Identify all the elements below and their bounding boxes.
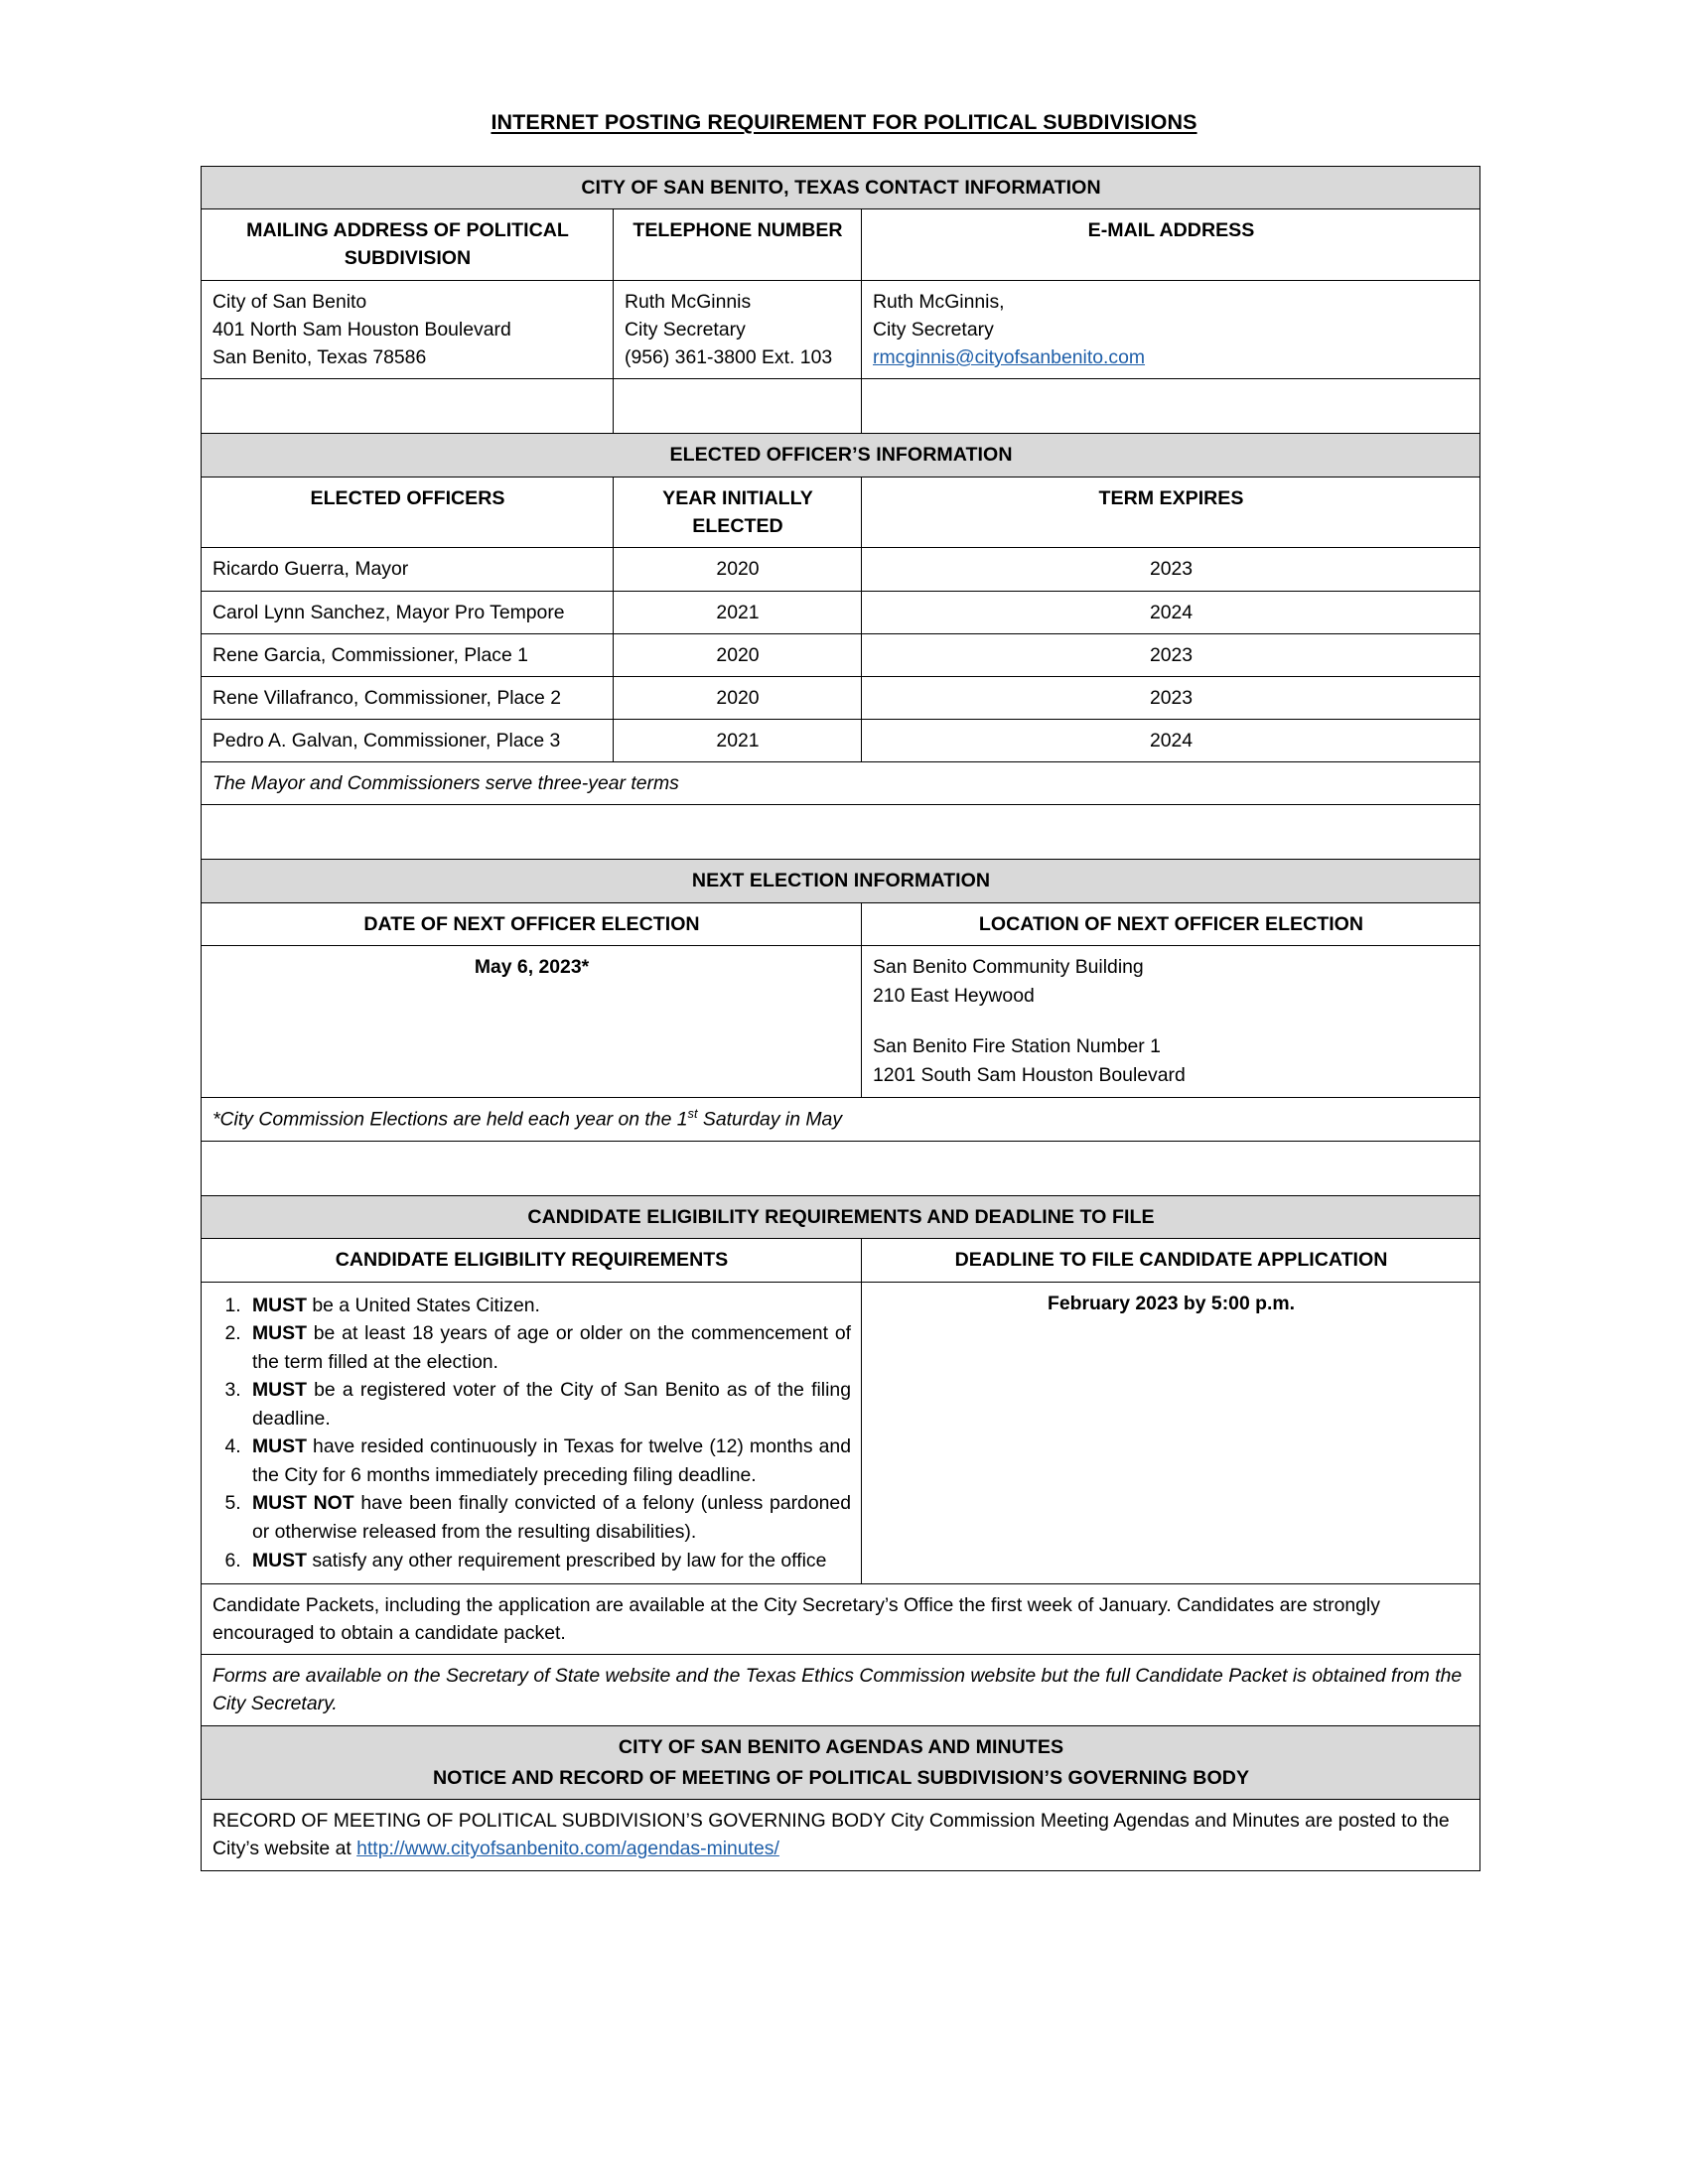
agendas-section-banner xyxy=(202,1725,1480,1800)
election-header-row xyxy=(202,902,1480,945)
election-location-line-3: San Benito Fire Station Number 1 xyxy=(873,1035,1161,1058)
contact-section-banner: CITY OF SAN BENITO, TEXAS CONTACT INFORMATION xyxy=(202,166,1480,208)
officer-name: Carol Lynn Sanchez, Mayor Pro Tempore xyxy=(202,591,614,633)
candidate-header-row xyxy=(202,1239,1480,1282)
posting-requirement-table xyxy=(201,166,1480,1871)
officers-note-row xyxy=(202,762,1480,805)
requirement-keyword: MUST xyxy=(252,1294,307,1316)
officer-term-expires: 2024 xyxy=(862,591,1480,633)
officers-spacer-cell xyxy=(202,805,1480,860)
requirement-text: have resided continuously in Texas for twelve (12) months and the City for 6 months immediately preceding filing deadline. xyxy=(252,1435,851,1486)
agendas-record-cell xyxy=(202,1800,1480,1870)
requirement-text: be at least 18 years of age or older on the commencement of the term filled at the election. xyxy=(252,1322,851,1373)
officers-banner-row xyxy=(202,434,1480,477)
election-footnote xyxy=(202,1098,1480,1142)
table-row xyxy=(202,633,1480,676)
contact-spacer-cell-2 xyxy=(614,379,862,434)
election-spacer-row xyxy=(202,1142,1480,1196)
candidate-forms-note-row xyxy=(202,1655,1480,1725)
agendas-banner-line-2: NOTICE AND RECORD OF MEETING OF POLITICAL SUBDIVISION’S GOVERNING BODY xyxy=(432,1766,1250,1789)
contact-header-mailing: MAILING ADDRESS OF POLITICAL SUBDIVISION xyxy=(202,209,614,281)
email-cell xyxy=(862,280,1480,378)
officer-year-elected: 2020 xyxy=(614,676,862,719)
requirement-text: be a registered voter of the City of San Benito as of the filing deadline. xyxy=(252,1379,851,1430)
list-item xyxy=(246,1433,851,1489)
email-address-line xyxy=(873,343,1470,371)
election-location-line-4: 1201 South Sam Houston Boulevard xyxy=(873,1064,1186,1087)
contact-header-row xyxy=(202,209,1480,281)
officers-section-banner: ELECTED OFFICER’S INFORMATION xyxy=(202,434,1480,477)
requirement-text: satisfy any other requirement prescribed by law for the office xyxy=(306,1549,827,1571)
officer-name: Pedro A. Galvan, Commissioner, Place 3 xyxy=(202,719,614,761)
agendas-banner-line-1: CITY OF SAN BENITO AGENDAS AND MINUTES xyxy=(618,1735,1064,1758)
list-item xyxy=(246,1489,851,1546)
election-spacer-cell xyxy=(202,1142,1480,1196)
candidate-banner-row xyxy=(202,1196,1480,1239)
officers-term-note: The Mayor and Commissioners serve three-year terms xyxy=(202,762,1480,805)
election-location-cell xyxy=(862,946,1480,1098)
officers-header-year: YEAR INITIALLY ELECTED xyxy=(614,477,862,548)
table-row xyxy=(202,676,1480,719)
page-title xyxy=(0,0,1688,135)
candidate-requirements-cell xyxy=(202,1282,862,1583)
candidate-header-deadline: DEADLINE TO FILE CANDIDATE APPLICATION xyxy=(862,1239,1480,1282)
officer-term-expires: 2024 xyxy=(862,719,1480,761)
election-banner-row xyxy=(202,860,1480,902)
agendas-banner-row xyxy=(202,1725,1480,1800)
officer-year-elected: 2020 xyxy=(614,633,862,676)
agendas-record-text: RECORD OF MEETING OF POLITICAL SUBDIVISION’S GOVERNING BODY City Commission Meeting Agendas and Minutes are posted to the City’s website at xyxy=(212,1810,1450,1860)
page-title-text: INTERNET POSTING REQUIREMENT FOR POLITICAL SUBDIVISIONS xyxy=(491,110,1197,134)
requirement-text: have been finally convicted of a felony (unless pardoned or otherwise released from the resulting disabilities). xyxy=(252,1492,851,1543)
mailing-address-line-1: City of San Benito xyxy=(212,290,367,313)
officer-name: Ricardo Guerra, Mayor xyxy=(202,548,614,591)
contact-spacer-cell-3 xyxy=(862,379,1480,434)
candidate-data-row xyxy=(202,1282,1480,1583)
election-header-location: LOCATION OF NEXT OFFICER ELECTION xyxy=(862,902,1480,945)
officer-term-expires: 2023 xyxy=(862,633,1480,676)
contact-header-email: E-MAIL ADDRESS xyxy=(862,209,1480,281)
officer-term-expires: 2023 xyxy=(862,676,1480,719)
officers-spacer-row xyxy=(202,805,1480,860)
officer-term-expires: 2023 xyxy=(862,548,1480,591)
election-footnote-post: Saturday in May xyxy=(697,1108,843,1131)
email-contact-name: Ruth McGinnis, xyxy=(873,290,1005,313)
candidate-header-requirements: CANDIDATE ELIGIBILITY REQUIREMENTS xyxy=(202,1239,862,1282)
candidate-requirements-list xyxy=(212,1292,851,1574)
contact-header-telephone: TELEPHONE NUMBER xyxy=(614,209,862,281)
officer-year-elected: 2021 xyxy=(614,719,862,761)
candidate-packet-note: Candidate Packets, including the application are available at the City Secretary’s Office the first week of January. Candidates are strongly encouraged to obtain a candidate packet. xyxy=(202,1584,1480,1655)
telephone-contact-title: City Secretary xyxy=(625,318,746,341)
list-item xyxy=(246,1292,851,1320)
requirement-keyword: MUST xyxy=(252,1549,307,1571)
contact-data-row xyxy=(202,280,1480,378)
table-row xyxy=(202,548,1480,591)
telephone-number: (956) 361-3800 Ext. 103 xyxy=(625,346,833,369)
table-row xyxy=(202,719,1480,761)
candidate-deadline-value: February 2023 by 5:00 p.m. xyxy=(862,1282,1480,1583)
election-footnote-ordinal: st xyxy=(687,1106,698,1122)
list-item xyxy=(246,1547,851,1575)
election-location-spacer xyxy=(873,1011,1470,1032)
election-location-line-2: 210 East Heywood xyxy=(873,985,1035,1008)
election-footnote-pre: *City Commission Elections are held each year on the 1 xyxy=(212,1108,688,1131)
agendas-minutes-url-link[interactable]: http://www.cityofsanbenito.com/agendas-minutes/ xyxy=(356,1838,779,1860)
officers-header-expires: TERM EXPIRES xyxy=(862,477,1480,548)
list-item xyxy=(246,1319,851,1376)
requirement-keyword: MUST xyxy=(252,1322,307,1345)
requirement-text: be a United States Citizen. xyxy=(306,1294,540,1316)
contact-banner-row xyxy=(202,166,1480,208)
requirement-keyword: MUST xyxy=(252,1435,307,1458)
election-footnote-row xyxy=(202,1098,1480,1142)
officer-year-elected: 2021 xyxy=(614,591,862,633)
mailing-address-line-2: 401 North Sam Houston Boulevard xyxy=(212,318,511,341)
email-contact-title: City Secretary xyxy=(873,318,994,341)
election-header-date: DATE OF NEXT OFFICER ELECTION xyxy=(202,902,862,945)
list-item xyxy=(246,1376,851,1433)
requirement-keyword: MUST NOT xyxy=(252,1492,354,1515)
contact-spacer-row xyxy=(202,379,1480,434)
mailing-address-cell xyxy=(202,280,614,378)
election-location-line-1: San Benito Community Building xyxy=(873,956,1144,979)
telephone-contact-name: Ruth McGinnis xyxy=(625,290,752,313)
election-section-banner: NEXT ELECTION INFORMATION xyxy=(202,860,1480,902)
officers-header-name: ELECTED OFFICERS xyxy=(202,477,614,548)
candidate-section-banner: CANDIDATE ELIGIBILITY REQUIREMENTS AND DEADLINE TO FILE xyxy=(202,1196,1480,1239)
mailing-address-line-3: San Benito, Texas 78586 xyxy=(212,346,427,369)
election-date-value: May 6, 2023* xyxy=(202,946,862,1098)
email-address-link[interactable]: rmcginnis@cityofsanbenito.com xyxy=(873,346,1146,369)
telephone-cell xyxy=(614,280,862,378)
contact-spacer-cell-1 xyxy=(202,379,614,434)
agendas-record-row xyxy=(202,1800,1480,1870)
candidate-forms-note: Forms are available on the Secretary of State website and the Texas Ethics Commission website but the full Candidate Packet is obtained from the City Secretary. xyxy=(202,1655,1480,1725)
officer-year-elected: 2020 xyxy=(614,548,862,591)
election-data-row xyxy=(202,946,1480,1098)
officer-name: Rene Villafranco, Commissioner, Place 2 xyxy=(202,676,614,719)
candidate-packet-note-row xyxy=(202,1584,1480,1655)
requirement-keyword: MUST xyxy=(252,1379,307,1402)
officer-name: Rene Garcia, Commissioner, Place 1 xyxy=(202,633,614,676)
table-row xyxy=(202,591,1480,633)
officers-header-row xyxy=(202,477,1480,548)
